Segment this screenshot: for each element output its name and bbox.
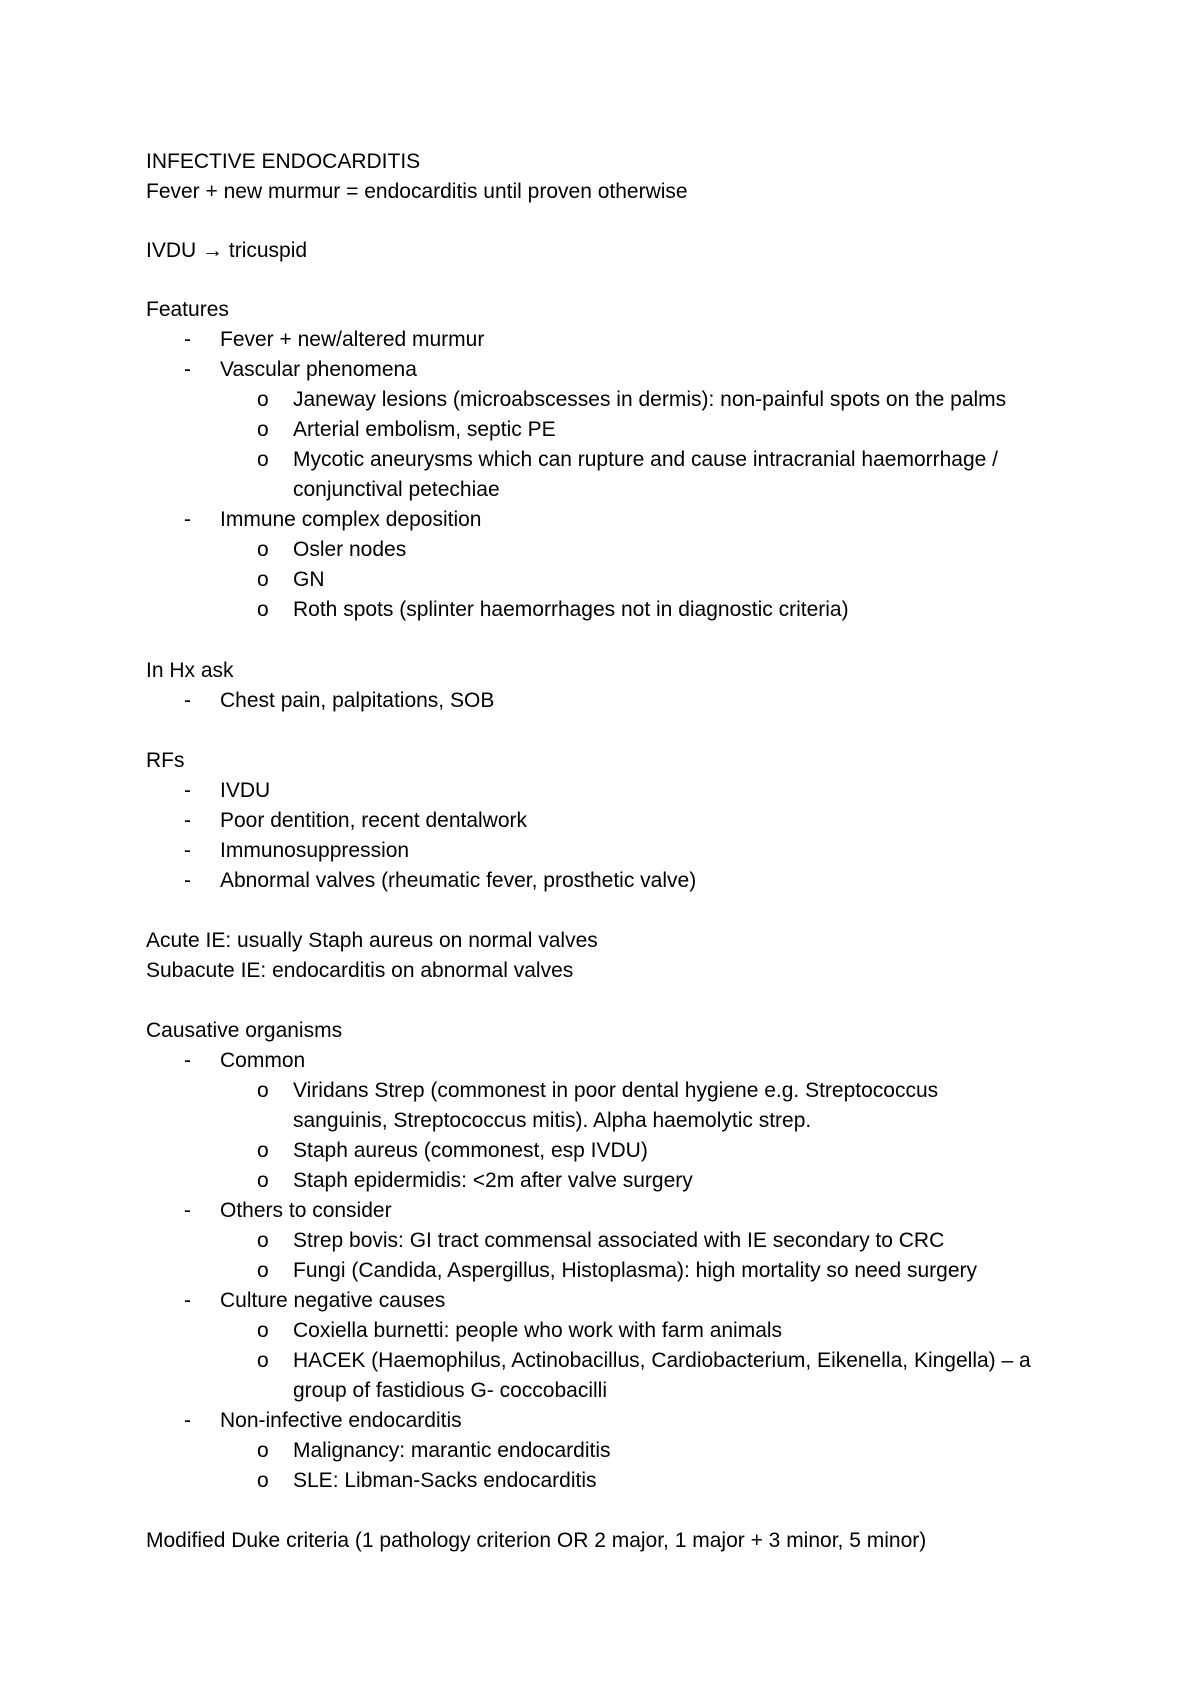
circle-bullet: o: [257, 1079, 269, 1102]
dash-bullet: -: [184, 839, 191, 862]
list-item-text: Non-infective endocarditis: [220, 1409, 462, 1432]
dash-bullet: -: [184, 1409, 191, 1432]
list-item: [184, 1196, 1104, 1226]
circle-bullet: o: [257, 538, 269, 561]
list-item: [184, 355, 1104, 385]
list-item-text: IVDU: [220, 779, 271, 802]
sub-list-item-text: Strep bovis: GI tract commensal associated with IE secondary to CRC: [293, 1229, 945, 1252]
sub-list-item-text: Arterial embolism, septic PE: [293, 418, 556, 441]
acute-ie-line: Acute IE: usually Staph aureus on normal valves: [146, 929, 598, 952]
sub-list-item: [257, 1346, 1083, 1406]
sub-list-item-text: Roth spots (splinter haemorrhages not in diagnostic criteria): [293, 598, 849, 621]
dash-bullet: -: [184, 508, 191, 531]
tagline: Fever + new murmur = endocarditis until proven otherwise: [146, 180, 688, 203]
features-heading: Features: [146, 298, 229, 321]
subacute-ie-line: Subacute IE: endocarditis on abnormal valves: [146, 959, 574, 982]
sub-list-item-text: Fungi (Candida, Aspergillus, Histoplasma): high mortality so need surgery: [293, 1259, 977, 1282]
ivdu-label: IVDU: [146, 239, 197, 262]
sub-list-item-text: Mycotic aneurysms which can rupture and cause intracranial haemorrhage / conjunctival petechiae: [293, 448, 999, 501]
list-item: [184, 866, 1104, 896]
sub-list-item-text: Janeway lesions (microabscesses in dermis): non-painful spots on the palms: [293, 388, 1007, 411]
list-item: [184, 686, 1104, 716]
dash-bullet: -: [184, 779, 191, 802]
hx-heading: In Hx ask: [146, 659, 234, 682]
sub-list-item: [257, 1076, 993, 1136]
list-item-text: Culture negative causes: [220, 1289, 446, 1312]
circle-bullet: o: [257, 1349, 269, 1372]
sub-list-item-text: Osler nodes: [293, 538, 407, 561]
ivdu-line: [146, 236, 1104, 266]
list-item-text: Poor dentition, recent dentalwork: [220, 809, 528, 832]
sub-list-item-text: Staph epidermidis: <2m after valve surgery: [293, 1169, 693, 1192]
document-title: INFECTIVE ENDOCARDITIS: [146, 150, 421, 173]
sub-list-item-text: Staph aureus (commonest, esp IVDU): [293, 1139, 648, 1162]
list-item: [184, 1046, 1104, 1076]
tricuspid-label: tricuspid: [228, 239, 308, 262]
sub-list-item: [257, 535, 1104, 565]
sub-list-item: [257, 1436, 1104, 1466]
circle-bullet: o: [257, 1259, 269, 1282]
circle-bullet: o: [257, 1169, 269, 1192]
circle-bullet: o: [257, 568, 269, 591]
circle-bullet: o: [257, 418, 269, 441]
list-item-text: Vascular phenomena: [220, 358, 417, 381]
sub-list-item: [257, 1166, 1104, 1196]
list-item-text: Fever + new/altered murmur: [220, 328, 485, 351]
list-item: [184, 1406, 1104, 1436]
sub-list-item: [257, 445, 1053, 505]
dash-bullet: -: [184, 809, 191, 832]
circle-bullet: o: [257, 1229, 269, 1252]
list-item: [184, 325, 1104, 355]
sub-list-item: [257, 1226, 1104, 1256]
sub-list-item: [257, 385, 1104, 415]
dash-bullet: -: [184, 1199, 191, 1222]
list-item: [184, 836, 1104, 866]
sub-list-item-text: SLE: Libman-Sacks endocarditis: [293, 1469, 597, 1492]
dash-bullet: -: [184, 689, 191, 712]
sub-list-item: [257, 1136, 1104, 1166]
sub-list-item: [257, 415, 1104, 445]
list-item-text: Others to consider: [220, 1199, 392, 1222]
list-item-text: Common: [220, 1049, 306, 1072]
organisms-heading: Causative organisms: [146, 1019, 343, 1042]
circle-bullet: o: [257, 1439, 269, 1462]
sub-list-item: [257, 1256, 1104, 1286]
list-item-text: Immunosuppression: [220, 839, 410, 862]
list-item-text: Chest pain, palpitations, SOB: [220, 689, 495, 712]
arrow-right-icon: →: [202, 239, 224, 262]
dash-bullet: -: [184, 358, 191, 381]
sub-list-item-text: HACEK (Haemophilus, Actinobacillus, Cardiobacterium, Eikenella, Kingella) – a group of fastidious G- coccobacilli: [293, 1349, 1031, 1402]
dash-bullet: -: [184, 1289, 191, 1312]
sub-list-item-text: Malignancy: marantic endocarditis: [293, 1439, 611, 1462]
list-item: [184, 1286, 1104, 1316]
sub-list-item-text: GN: [293, 568, 325, 591]
dash-bullet: -: [184, 869, 191, 892]
duke-criteria-line: Modified Duke criteria (1 pathology criterion OR 2 major, 1 major + 3 minor, 5 minor): [146, 1529, 927, 1552]
sub-list-item: [257, 1466, 1104, 1496]
list-item-text: Abnormal valves (rheumatic fever, prosthetic valve): [220, 869, 697, 892]
circle-bullet: o: [257, 388, 269, 411]
circle-bullet: o: [257, 1469, 269, 1492]
rfs-heading: RFs: [146, 749, 185, 772]
list-item: [184, 806, 1104, 836]
list-item-text: Immune complex deposition: [220, 508, 482, 531]
dash-bullet: -: [184, 328, 191, 351]
sub-list-item-text: Coxiella burnetti: people who work with farm animals: [293, 1319, 783, 1342]
dash-bullet: -: [184, 1049, 191, 1072]
list-item: [184, 505, 1104, 535]
circle-bullet: o: [257, 448, 269, 471]
circle-bullet: o: [257, 598, 269, 621]
circle-bullet: o: [257, 1139, 269, 1162]
sub-list-item: [257, 565, 1104, 595]
sub-list-item: [257, 1316, 1104, 1346]
circle-bullet: o: [257, 1319, 269, 1342]
list-item: [184, 776, 1104, 806]
sub-list-item: [257, 595, 1104, 625]
sub-list-item-text: Viridans Strep (commonest in poor dental hygiene e.g. Streptococcus sanguinis, Streptococcus mitis). Alpha haemolytic strep.: [293, 1079, 939, 1132]
